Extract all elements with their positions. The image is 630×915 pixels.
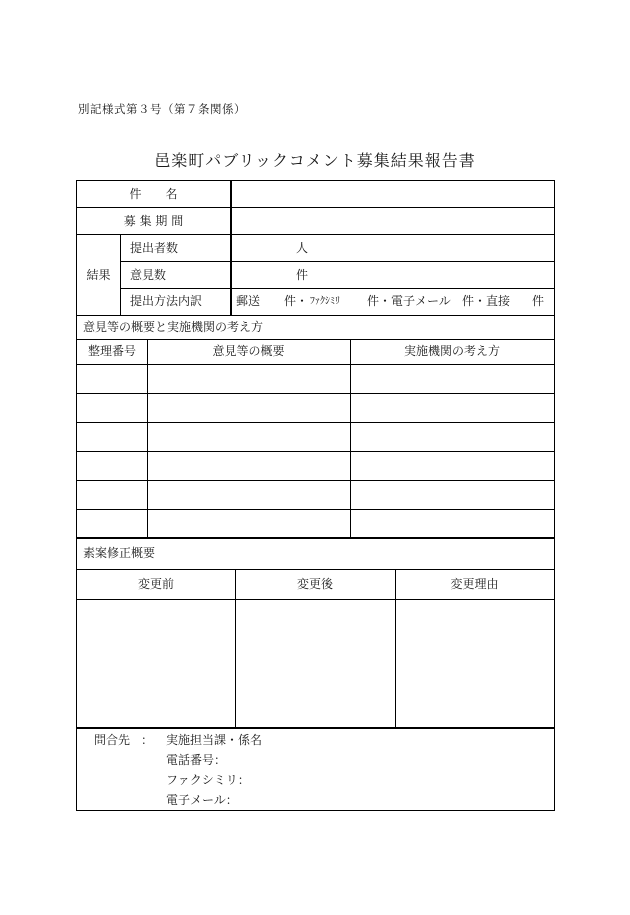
contact-label: 問合先 [94,733,131,747]
contact-fax: ファクシミリ： [166,773,250,787]
opinions-section-title: 意見等の概要と実施機関の考え方 [83,320,264,334]
col-serial-number: 整理番号 [87,344,136,358]
contact-phone: 電話番号： [166,753,227,767]
method-direct-unit: 件・直接 [462,294,511,308]
rule [120,234,121,315]
rule [77,599,554,600]
submitters-unit: 人 [296,241,309,255]
revision-section-title: 素案修正概要 [83,546,156,560]
col-agency-response: 実施機関の考え方 [403,344,500,358]
rule [77,234,554,235]
opinions-label: 意見数 [130,268,167,282]
col-opinion-summary: 意見等の概要 [212,344,285,358]
col-after-change: 変更後 [296,577,333,591]
rule [77,315,554,316]
case-name-label: 件 名 [129,187,178,201]
method-end-unit: 件 [532,294,545,308]
method-fax-unit: 件・ [284,294,309,308]
rule [77,393,554,394]
results-label: 結果 [86,268,111,282]
form-number: 別記様式第３号（第７条関係） [78,102,246,116]
col-change-reason: 変更理由 [450,577,499,591]
contact-colon: ： [141,733,154,747]
rule [77,509,554,510]
rule [77,537,554,539]
method-label: 提出方法内訳 [130,294,203,308]
rule [395,569,396,727]
contact-department: 実施担当課・係名 [166,733,263,747]
method-email-unit: 件・電子メール [367,294,451,308]
rule [77,727,554,729]
rule [230,181,232,315]
rule [350,339,351,537]
rule [147,339,148,537]
method-mail: 郵送 [236,294,261,308]
submitters-label: 提出者数 [130,241,179,255]
col-before-change: 変更前 [137,577,174,591]
contact-email: 電子メール： [166,793,238,807]
rule [77,339,554,340]
report-form [76,180,555,811]
rule [120,288,554,289]
rule [77,207,554,208]
rule [77,569,554,570]
rule [77,422,554,423]
method-fax: ﾌｧｸｼﾐﾘ [310,296,340,307]
opinions-unit: 件 [296,268,309,282]
rule [77,451,554,452]
rule [77,480,554,481]
rule [120,261,554,262]
page-title: 邑楽町パブリックコメント募集結果報告書 [154,151,476,170]
period-label: 募 集 期 間 [123,214,184,228]
rule [77,364,554,365]
rule [235,569,236,727]
